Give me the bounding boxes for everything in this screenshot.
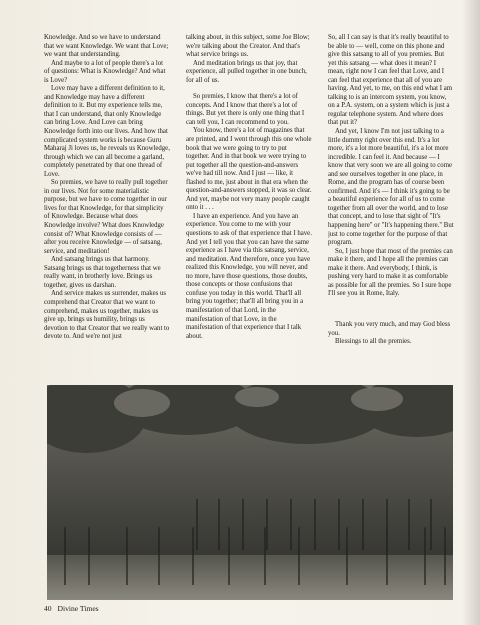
paragraph: So, I just hope that most of the premies can make it there, and I hope all the premies can make it there. And everybody, I think, is pushing very hard to make it as comfortable as possible for all the premies. So I sure hope I'll see you in Rome, Italy. <box>328 247 453 298</box>
paragraph: And maybe to a lot of people there's a lot of questions: What is Knowledge? And what is Love? <box>44 59 166 84</box>
paragraph: You know, there's a lot of magazines that are printed, and I went through this one whole book that we were going to try to put together. And in that book we were trying to put together all the question-and-answers we've had till now. And I just — like, it flashed to me, just about in that era when the question-and-answers stopped, it was so clear. And yet, maybe not very many people caught onto it . . . <box>186 127 312 212</box>
paragraph: Love may have a different definition to it, and Knowledge may have a different definition to it. But my experience tells me, that I can understand, that only Knowledge can bring Love. And Love can bring Knowledge forth into our lives. And how that complicated system works is because Guru Maharaj Ji loves us, he reveals us Knowledge, through which we can all become a garland, completely penetrated by that one thread of Love. <box>44 85 170 178</box>
closing-blessing: Blessings to all the premies. <box>335 338 412 346</box>
page-number: 40 <box>44 604 52 613</box>
publication-name: Divine Times <box>57 604 99 613</box>
paragraph: And yet, I know I'm not just talking to a little dummy right over this end. It's a lot more, it's a lot more beautiful, it's a lot more incredible. I can feel it. And because — I know that very soon we are all going to come and see ourselves together in one place, in Rome, and the program has of course been confirmed. And it's — I think it's going to be a beautiful experience for all of us to come together from all over the world, and to lose that concept, and to lose that sight of "It's happening here" or "It's happening there." But just to come together for the purpose of that program. <box>328 128 454 247</box>
paragraph: So, all I can say is that it's really beautiful to be able to — well, come on this phone and give this satsang to all of you premies. But yet this satsang — what does it mean? I mean, right now I can feel that Love, and I can feel that experience that all of you are having. And yet, to me, on this end what I am talking to is an intercom system, you know, on a P.A. system, on a system which is just a regular telephone system. And where does that put it? <box>328 34 453 127</box>
paragraph: So premies, I know that there's a lot of concepts. And I know that there's a lot of things. But yet there is only one thing that I can tell you, I can recommend to you. <box>186 93 305 126</box>
article-column-1 <box>44 34 170 374</box>
paragraph: Knowledge. And so we have to understand that we want Knowledge. We want that Love; we want that understanding. <box>44 34 169 59</box>
page-edge-shadow <box>462 0 480 625</box>
closing-thanks: Thank you very much, and may God bless you. <box>328 320 451 337</box>
paragraph: I have an experience. And you have an experience. You come to me with your questions to ask of that experience that I have. And yet I tell you that you can have the same experience as I have via this satsang, service, and meditation. And therefore, once you have realized this Knowledge, you will never, and no more, have those questions, those doubts, those concepts or those confusions that confuse you today in this world. That'll all bring you together; that'll all bring you in a manifestation of that Lord, in the manifestation of that Love, in the manifestation of that experience that I talk about. <box>186 212 312 340</box>
article-column-3 <box>328 34 454 374</box>
article-column-2 <box>186 34 312 374</box>
paragraph: talking about, in this subject, some Joe Blow; we're talking about the Creator. And that's what service brings us. <box>186 34 310 59</box>
paragraph: And satsang brings us that harmony. Satsang brings us that togetherness that we really want, in brotherly love. Brings us together, gives us darshan. <box>44 256 161 289</box>
paragraph: And service makes us surrender, makes us comprehend that Creator that we want to comprehend, makes us together, makes us give up, brings us humility, brings us devotion to that Creator that we really want to devote to. And we're not just <box>44 290 170 341</box>
page-footer <box>44 604 103 613</box>
paragraph: So premies, we have to really pull together in our lives. Not for some materialistic purpose, but we have to come together in our lives for that Knowledge, for that simplicity of Knowledge. Because what does Knowledge involve? What does Knowledge consist of? What Knowledge consists of — after you receive Knowledge — of satsang, service, and meditation! <box>44 179 168 255</box>
paragraph: And meditation brings us that joy, that experience, all pulled together in one bunch, for all of us. <box>186 59 307 84</box>
article-body <box>44 34 456 374</box>
group-photo <box>47 385 453 600</box>
